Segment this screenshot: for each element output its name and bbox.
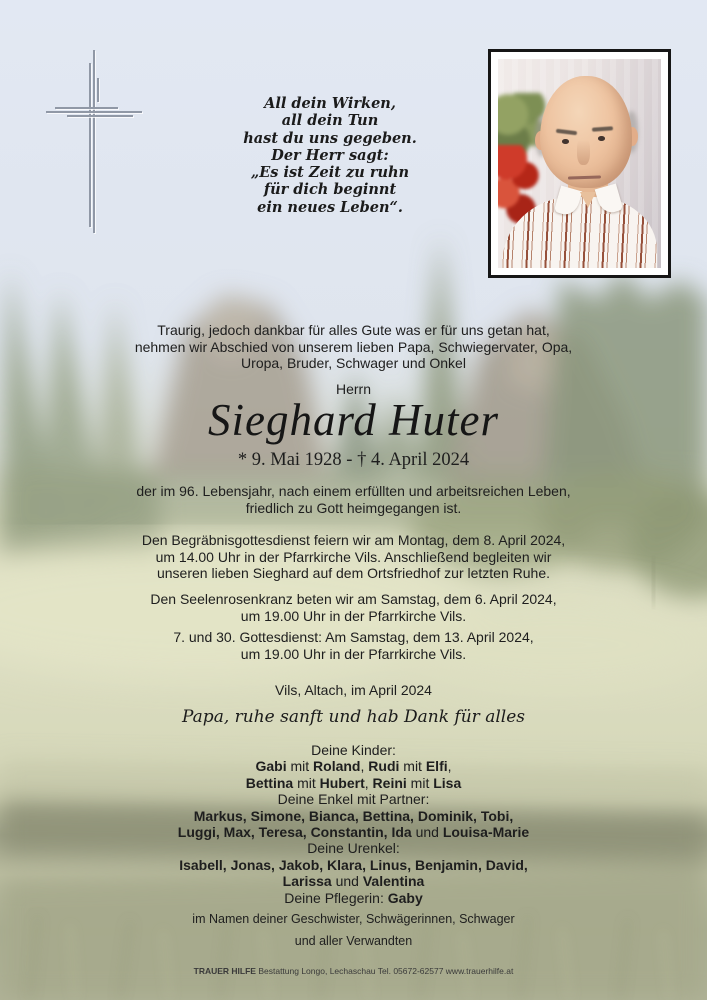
memorial-service-info: 7. und 30. Gottesdienst: Am Samstag, dem 13. April 2024, um 19.00 Uhr in der Pfarrkirche Vils. (173, 629, 534, 662)
rosary-info: Den Seelenrosenkranz beten wir am Samstag, dem 6. April 2024, um 19.00 Uhr in der Pfarrkirche Vils. (150, 591, 557, 624)
place-date-line: Vils, Altach, im April 2024 (275, 682, 432, 698)
closing-text: im Namen deiner Geschwister, Schwägerinnen, Schwager und aller Verwandten (192, 912, 515, 948)
portrait-face (540, 76, 632, 188)
salutation: Herrn (335, 381, 371, 397)
funeral-service-info: Den Begräbnisgottesdienst feiern wir am Montag, dem 8. April 2024, um 14.00 Uhr in der Pfarrkirche Vils. Anschließend begleiten wir unseren lieben Sieghard auf dem Ortsfriedhof zur letzten Ruhe. (141, 532, 566, 582)
portrait-nose (577, 137, 590, 165)
deceased-name: Sieghard Huter (207, 395, 500, 445)
obituary-text: der im 96. Lebensjahr, nach einem erfüllten und arbeitsreichen Leben, friedlich zu Gott heimgegangen ist. (136, 483, 571, 516)
opening-verse: All dein Wirken, all dein Tun hast du uns gegeben. Der Herr sagt: „Es ist Zeit zu ruhn für dich beginnt ein neues Leben“. (243, 95, 417, 216)
family-names: Deine Kinder: Gabi mit Roland, Rudi mit Elfi, Bettina mit Hubert, Reini mit Lisa Deine Enkel mit Partner: Markus, Simone, Bianca, Bettina, Dominik, Tobi, Luggi, Max, Teresa, Constantin, Ida und Louisa-Marie Deine Urenkel: Isabell, Jonas, Jakob, Klara, Linus, Benjamin, David, Larissa und Valentina Deine Pflegerin: Gaby (177, 742, 530, 906)
portrait-eye-right (598, 136, 605, 141)
portrait-photo-content (498, 59, 661, 268)
intro-text: Traurig, jedoch dankbar für alles Gute was er für uns getan hat, nehmen wir Abschied von unserem lieben Papa, Schwiegervater, Opa, Uropa, Bruder, Schwager und Onkel (134, 322, 573, 372)
life-dates: * 9. Mai 1928 - † 4. April 2024 (237, 450, 470, 470)
portrait-eye-left (562, 139, 569, 144)
portrait-photo (488, 49, 671, 278)
funeral-home-footer: TRAUER HILFE Bestattung Longo, Lechaschau Tel. 05672-62577 www.trauerhilfe.at (193, 966, 514, 976)
farewell-line: Papa, ruhe sanft und hab Dank für alles (182, 707, 525, 727)
